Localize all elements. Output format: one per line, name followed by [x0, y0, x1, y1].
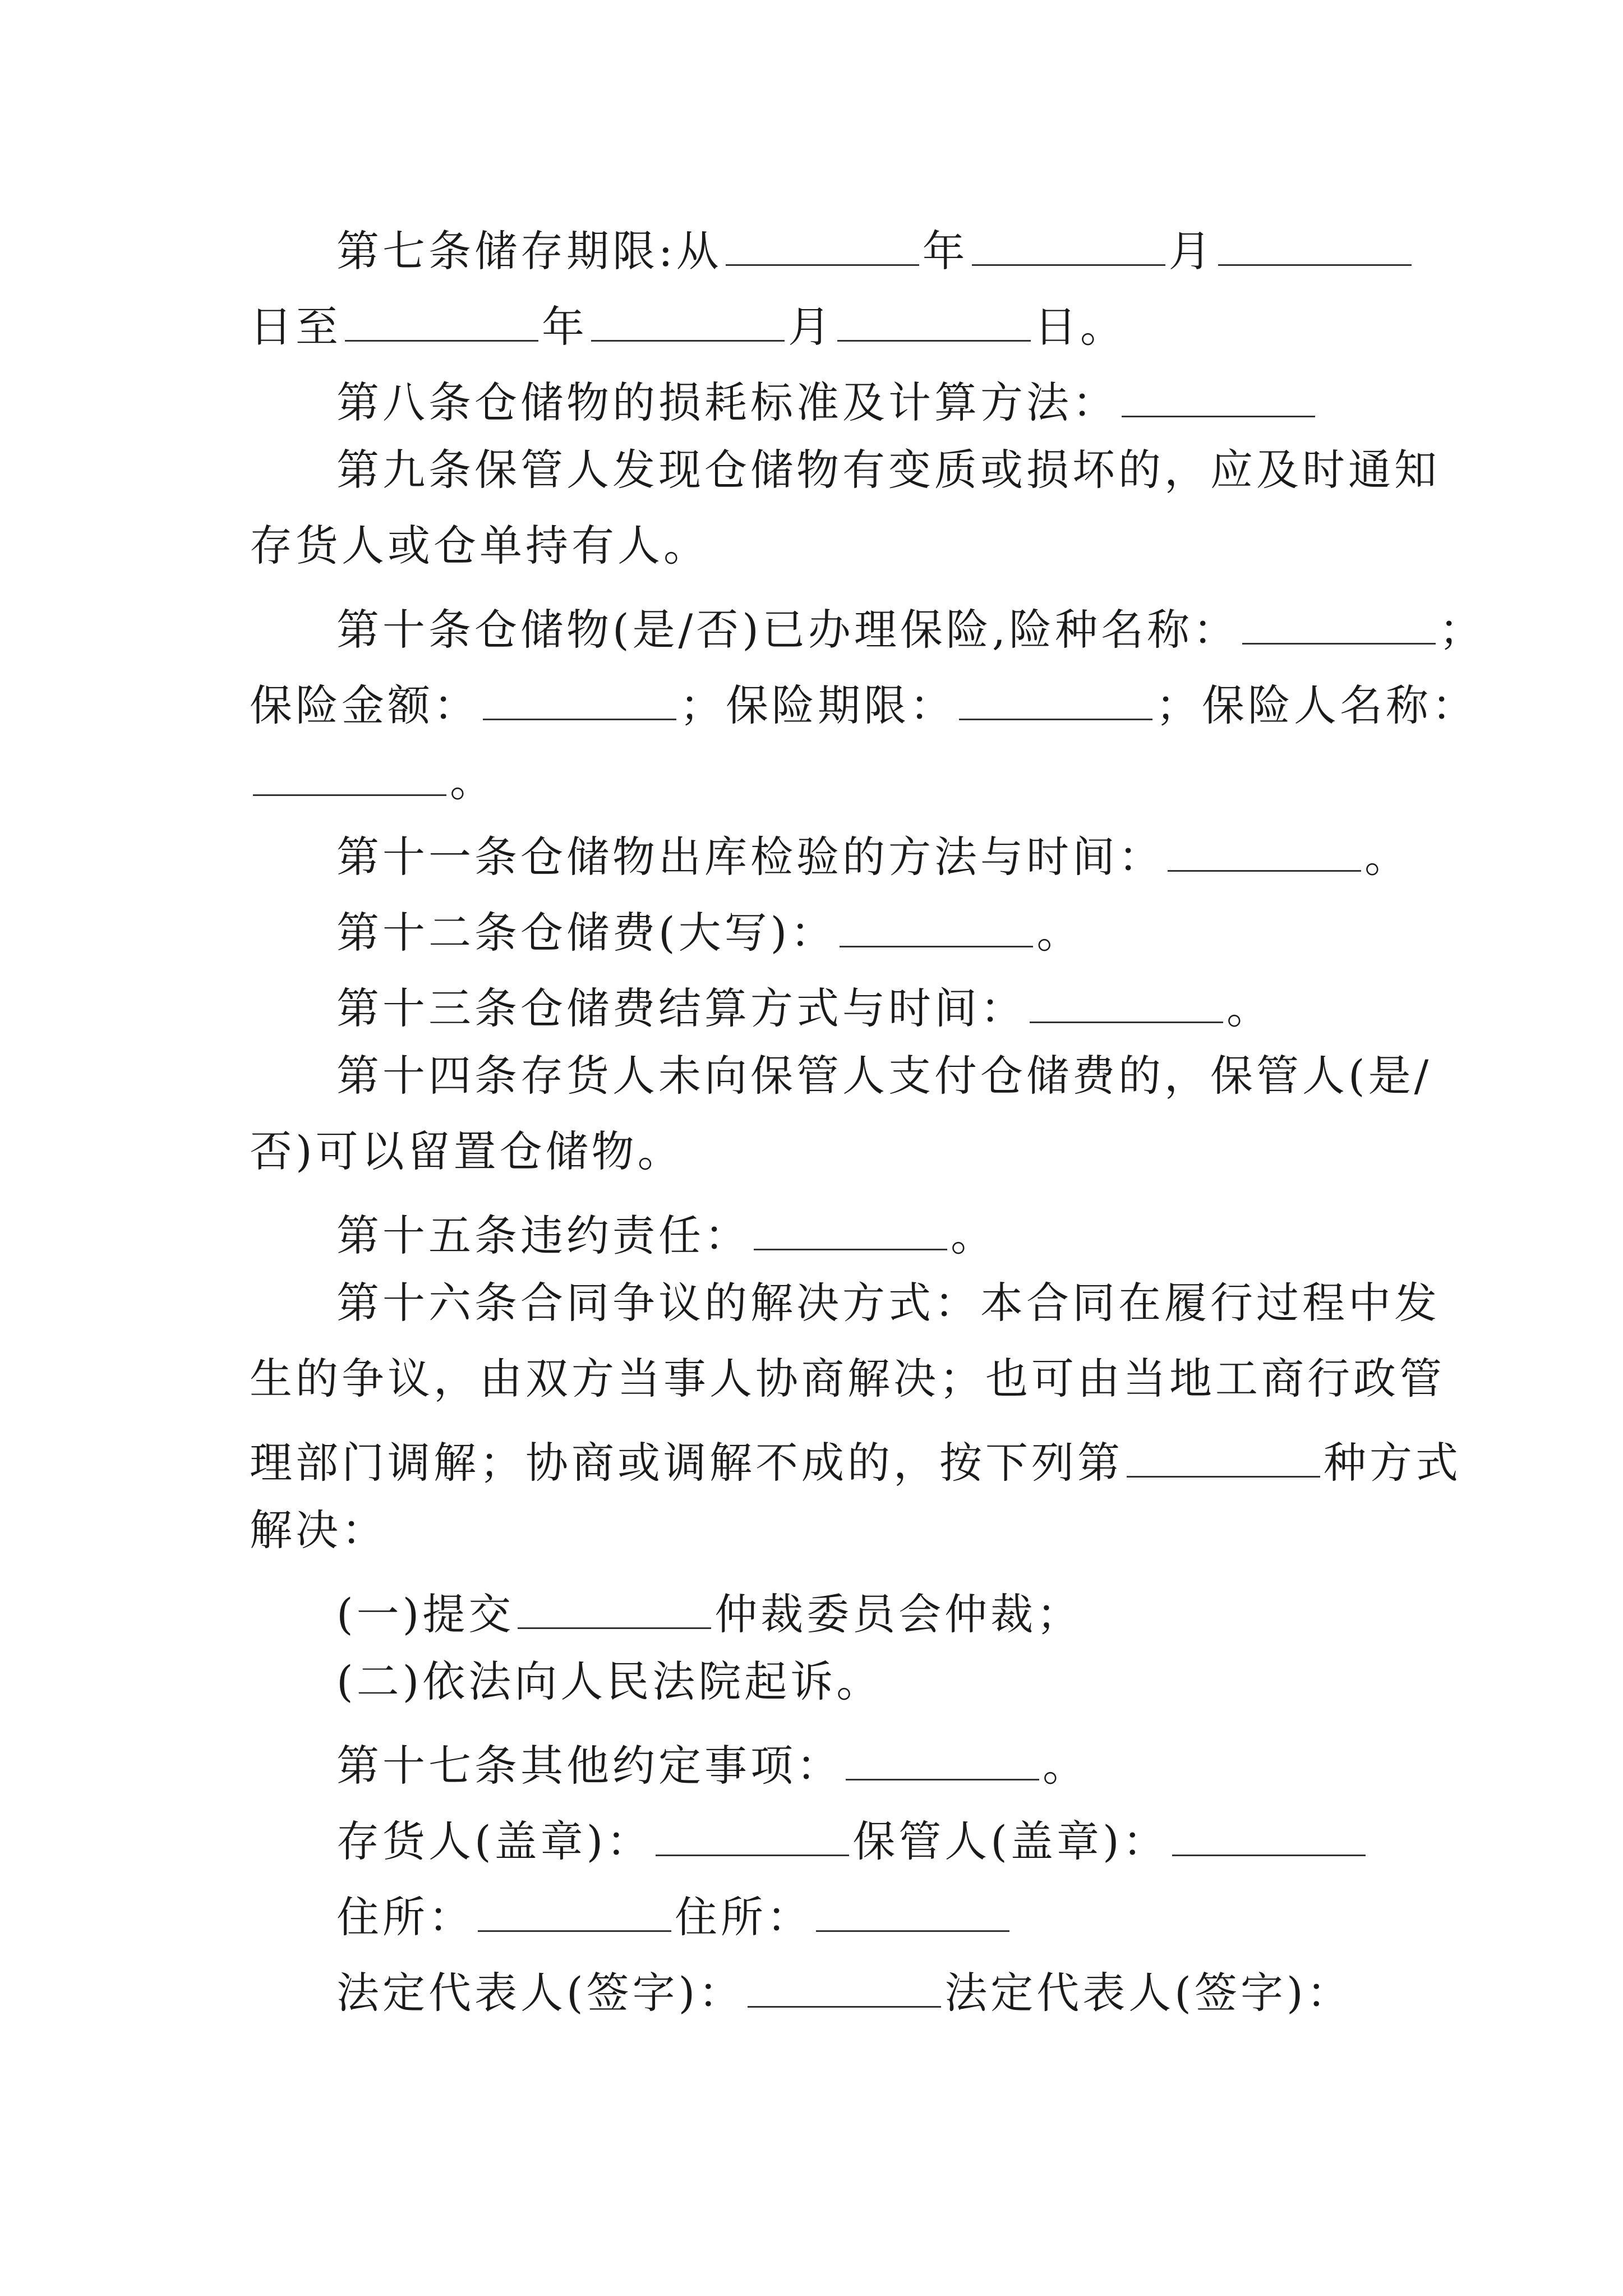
line-text: 月 — [1168, 226, 1215, 276]
line-text: ；保险期限： — [680, 680, 956, 730]
line-text: 第十六条合同争议的解决方式：本合同在履行过程中发 — [336, 1278, 1440, 1328]
line-text: 存货人(盖章)： — [336, 1816, 653, 1866]
text-line — [336, 1963, 1353, 2018]
line-text: 否)可以留置仓储物。 — [250, 1126, 684, 1176]
line-text: 理部门调解；协商或调解不成的，按下列第 — [250, 1438, 1123, 1488]
line-text: (一)提交 — [336, 1589, 515, 1639]
fill-in-blank[interactable] — [656, 1812, 849, 1856]
line-text: 法定代表人(签字)： — [944, 1968, 1353, 2018]
line-text: 第十条仓储物(是/否)已办理保险,险种名称： — [336, 605, 1239, 655]
line-text: 第十七条其他约定事项： — [336, 1741, 842, 1791]
line-text: 日至 — [250, 302, 342, 352]
text-line — [250, 1505, 388, 1555]
text-line — [336, 1051, 1432, 1101]
line-text: 。 — [1043, 1741, 1089, 1791]
line-text: 仲裁委员会仲裁； — [714, 1589, 1083, 1639]
line-text: 第九条保管人发现仓储物有变质或损坏的，应及时通知 — [336, 445, 1440, 495]
fill-in-blank[interactable] — [846, 1736, 1039, 1780]
fill-in-blank[interactable] — [837, 297, 1031, 342]
fill-in-blank[interactable] — [1172, 1812, 1366, 1856]
text-line — [336, 903, 1083, 958]
line-text: 。 — [1364, 832, 1410, 882]
line-text: 生的争议，由双方当事人协商解决；也可由当地工商行政管 — [250, 1354, 1445, 1404]
fill-in-blank[interactable] — [726, 222, 919, 266]
line-text: 第十五条违约责任： — [336, 1211, 750, 1260]
text-line — [250, 1126, 684, 1176]
fill-in-blank[interactable] — [1242, 600, 1436, 645]
fill-in-blank[interactable] — [518, 1585, 711, 1629]
line-text: 。 — [951, 1211, 997, 1260]
line-text: 第十一条仓储物出库检验的方法与时间： — [336, 832, 1164, 882]
fill-in-blank[interactable] — [1122, 373, 1315, 417]
fill-in-blank[interactable] — [253, 752, 446, 796]
line-text: 存货人或仓单持有人。 — [250, 521, 709, 570]
line-text: ； — [1439, 605, 1486, 655]
text-line — [250, 297, 1126, 352]
text-line — [336, 1736, 1089, 1791]
fill-in-blank[interactable] — [1168, 827, 1361, 872]
line-text: 第七条储存期限:从 — [336, 226, 722, 276]
text-line — [336, 445, 1440, 495]
fill-in-blank[interactable] — [483, 676, 676, 720]
text-line — [250, 1354, 1445, 1404]
text-line — [250, 521, 709, 570]
line-text: 月 — [788, 302, 834, 352]
text-line — [336, 1657, 883, 1706]
line-text: 解决： — [250, 1505, 388, 1555]
fill-in-blank[interactable] — [591, 297, 785, 342]
text-line — [336, 979, 1272, 1033]
text-line — [250, 752, 496, 806]
text-line — [336, 827, 1410, 882]
fill-in-blank[interactable] — [748, 1963, 941, 2008]
line-text: 住所： — [336, 1892, 474, 1942]
text-line — [336, 1888, 1013, 1942]
fill-in-blank[interactable] — [1127, 1433, 1320, 1478]
line-text: 第十二条仓储费(大写)： — [336, 908, 837, 958]
line-text: (二)依法向人民法院起诉。 — [336, 1657, 883, 1706]
line-text: ；保险人名称： — [1156, 680, 1478, 730]
text-line — [336, 1278, 1440, 1328]
fill-in-blank[interactable] — [754, 1206, 947, 1250]
text-line — [250, 676, 1478, 730]
text-line — [250, 1433, 1461, 1488]
text-line — [336, 1585, 1083, 1639]
text-line — [336, 600, 1486, 655]
line-text: 种方式 — [1324, 1438, 1461, 1488]
fill-in-blank[interactable] — [478, 1888, 671, 1932]
line-text: 。 — [1227, 983, 1272, 1033]
fill-in-blank[interactable] — [959, 676, 1152, 720]
line-text: 第八条仓储物的损耗标准及计算方法： — [336, 378, 1118, 427]
line-text: 第十四条存货人未向保管人支付仓储费的，保管人(是/ — [336, 1051, 1432, 1101]
fill-in-blank[interactable] — [345, 297, 538, 342]
line-text: 保险金额： — [250, 680, 479, 730]
fill-in-blank[interactable] — [816, 1888, 1009, 1932]
fill-in-blank[interactable] — [972, 222, 1165, 266]
text-line — [336, 222, 1415, 276]
line-text: 年 — [922, 226, 969, 276]
line-text: 年 — [542, 302, 588, 352]
fill-in-blank[interactable] — [1030, 979, 1223, 1023]
line-text: 第十三条仓储费结算方式与时间： — [336, 983, 1026, 1033]
line-text: 法定代表人(签字)： — [336, 1968, 745, 2018]
fill-in-blank[interactable] — [1218, 222, 1412, 266]
line-text: 。 — [1036, 908, 1083, 958]
text-line — [336, 373, 1318, 427]
line-text: 住所： — [675, 1892, 813, 1942]
text-line — [336, 1206, 997, 1260]
fill-in-blank[interactable] — [840, 903, 1033, 947]
line-text: 日。 — [1034, 302, 1126, 352]
line-text: 保管人(盖章)： — [852, 1816, 1169, 1866]
text-line — [336, 1812, 1369, 1866]
line-text: 。 — [450, 756, 496, 806]
